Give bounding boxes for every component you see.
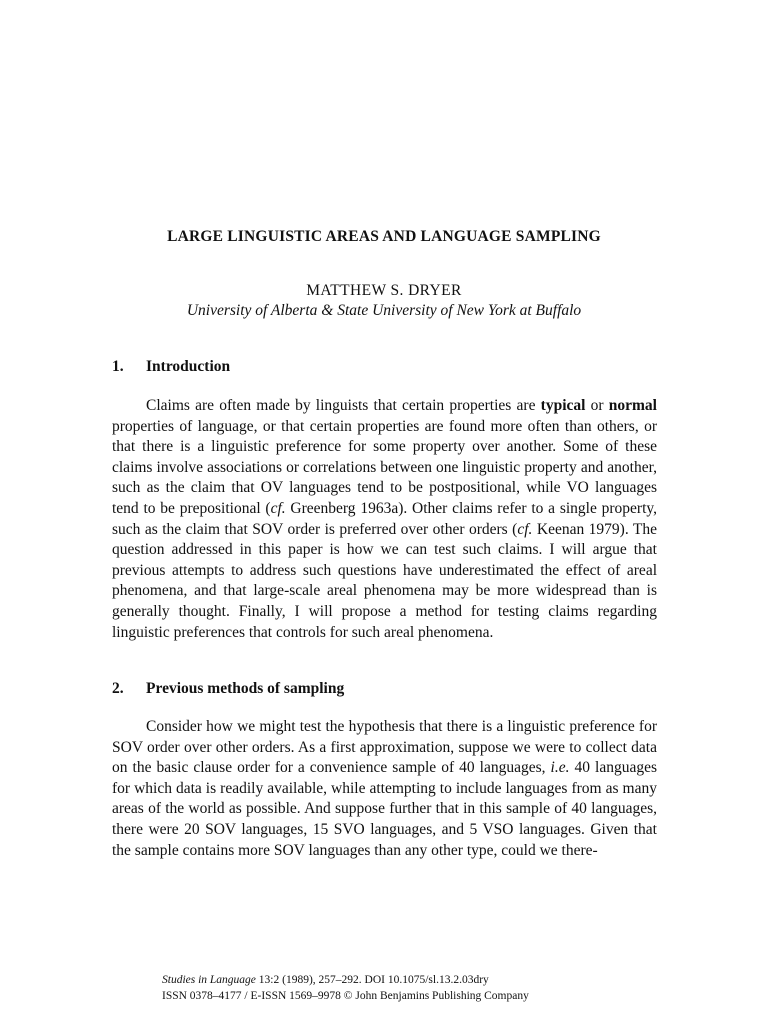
italic-cf: cf. bbox=[270, 499, 286, 517]
text-run: Greenberg 1963a). Other claims refer to a single property, such as the claim that SOV order is preferred over other orders ( bbox=[112, 499, 657, 538]
footer-issn: ISSN 0378–4177 / E-ISSN 1569–9978 © John Benjamins Publishing Company bbox=[162, 990, 529, 1002]
footer-citation bbox=[162, 974, 489, 986]
text-run: Claims are often made by linguists that certain properties are bbox=[146, 397, 541, 414]
section-number: 1. bbox=[112, 358, 124, 375]
emphasis-normal: normal bbox=[608, 397, 657, 414]
text-run: 40 languages for which data is readily available, while attempting to include languages from as many areas of the world as possible. And suppose further that in this sample of 40 languages, there were 20 SOV languages, 15 SVO languages, and 5 VSO languages. Given that the sample contains more SOV languages than any other type, could we there- bbox=[112, 759, 657, 859]
italic-cf: cf. bbox=[517, 520, 533, 538]
section-heading-introduction bbox=[112, 358, 230, 376]
author-affiliation: University of Alberta & State University of New York at Buffalo bbox=[186, 302, 582, 319]
italic-ie: i.e. bbox=[550, 759, 570, 777]
section-title: Previous methods of sampling bbox=[146, 680, 345, 697]
text-run: Keenan 1979). The question addressed in this paper is how we can test such claims. I will argue that previous attempts to address such questions have underestimated the effect of areal phenomena, and that large-scale areal phenomena may be more widespread than is generally thought. Finally, I will propose a method for testing claims regarding linguistic preferences that controls for such areal phenomena. bbox=[112, 520, 658, 641]
emphasis-typical: typical bbox=[540, 397, 586, 414]
journal-name: Studies in Language bbox=[162, 974, 256, 986]
section-heading-previous-methods bbox=[112, 680, 344, 698]
paragraph-previous-methods bbox=[112, 717, 657, 861]
article-title: LARGE LINGUISTIC AREAS AND LANGUAGE SAMPLING bbox=[167, 228, 601, 245]
text-run: properties of language, or that certain properties are found more often than others, or that there is a linguistic preference for some property over another. Some of these claims involve associations or correlations between one linguistic property and another, such as the claim that OV languages tend to be postpositional, while VO languages tend to be prepositional ( bbox=[112, 417, 657, 517]
text-run: or bbox=[585, 397, 609, 414]
text-run: Consider how we might test the hypothesis that there is a linguistic preference for SOV order over other orders. As a first approximation, suppose we were to collect data on the basic clause order for a convenience sample of 40 languages, bbox=[112, 718, 657, 777]
citation-details: 13:2 (1989), 257–292. DOI 10.1075/sl.13.2.03dry bbox=[255, 974, 489, 986]
author-name: MATTHEW S. DRYER bbox=[306, 282, 462, 299]
section-title: Introduction bbox=[146, 358, 231, 375]
section-number: 2. bbox=[112, 680, 124, 697]
paragraph-introduction bbox=[112, 396, 657, 643]
